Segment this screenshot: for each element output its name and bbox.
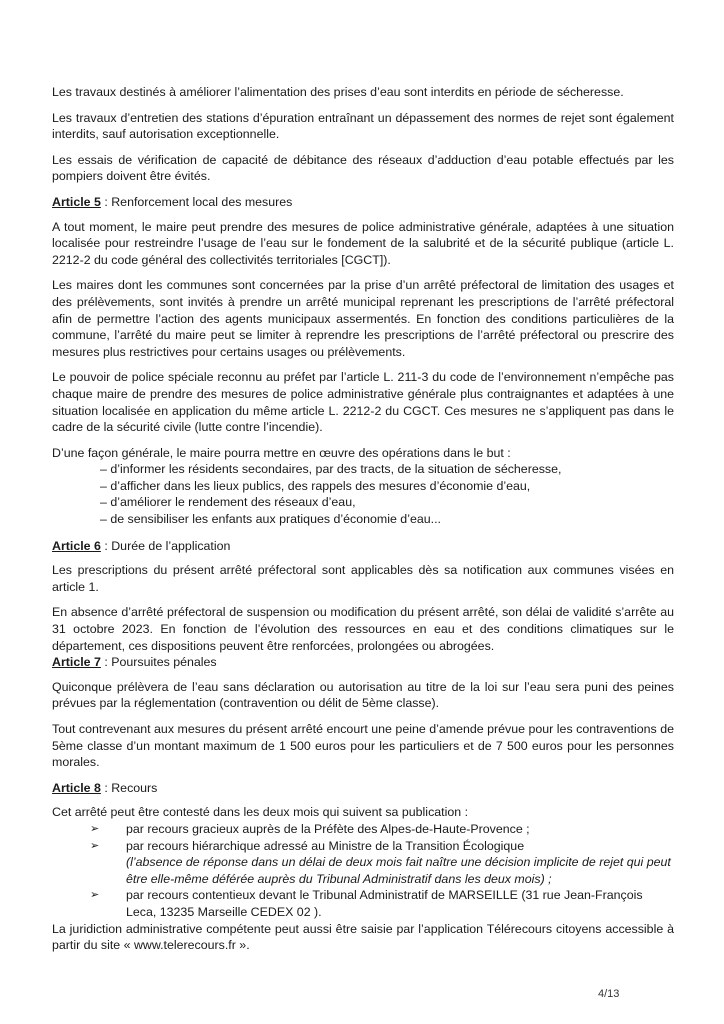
document-page [52,84,674,963]
article-5-paragraph: D’une façon générale, le maire pourra mettre en œuvre des opérations dans le but : [52,445,511,460]
article-6-paragraph: Les prescriptions du présent arrêté préfectoral sont applicables dès sa notification aux communes visées en article 1. [52,563,674,594]
article-5-paragraph: Le pouvoir de police spéciale reconnu au préfet par l’article L. 211-3 du code de l’environnement n’empêche pas chaque maire de prendre des mesures de police administrative générale plus contraignantes et adaptées à une situation localisée en application du même article L. 2212-2 du CGCT. Ces mesures ne s’appliquent pas dans le cadre de la sécurité civile (lutte contre l’incendie). [52,370,674,435]
article-7-label: Article 7 [52,655,101,670]
recours-item-text: par recours hiérarchique adressé au Ministre de la Transition Écologique [126,838,525,853]
article-5-heading [52,194,674,211]
page-number: 4/13 [598,988,620,1000]
list-item: – d’afficher dans les lieux publics, des rappels des mesures d’économie d’eau, [100,478,531,493]
recours-item-note: (l’absence de réponse dans un délai de deux mois fait naître une décision implicite de rejet qui peut être elle-même déférée auprès du Tribunal Administratif dans les deux mois) ; [126,855,671,886]
list-item: – de sensibiliser les enfants aux pratiques d’économie d’eau... [100,512,441,527]
article-8-heading [52,780,674,797]
article-8-label: Article 8 [52,780,101,795]
article-5-list [52,461,674,527]
intro-paragraph: Les travaux destinés à améliorer l’alimentation des prises d’eau sont interdits en période de sécheresse. [52,85,624,99]
article-5-paragraph: Les maires dont les communes sont concernées par la prise d’un arrêté préfectoral de limitation des usages et des prélèvements, sont invités à prendre un arrêté municipal reprenant les prescriptions de l’arrêté préfectoral afin de permettre l’action des agents municipaux assermentés. En fonction des conditions particulières de la commune, l’arrêté du maire peut se limiter à reprendre les prescriptions de l’arrêté préfectoral ou prescrire des mesures plus restrictives pour certains usages ou prélèvements. [52,278,674,359]
article-8-intro: Cet arrêté peut être contesté dans les deux mois qui suivent sa publication : [52,805,469,820]
intro-paragraph: Les travaux d’entretien des stations d’épuration entraînant un dépassement des normes de rejet sont également interdits, sauf autorisation exceptionnelle. [52,110,674,142]
article-6-heading [52,538,674,555]
article-7-paragraph: Quiconque prélèvera de l’eau sans déclaration ou autorisation au titre de la loi sur l’eau sera puni des peines prévues par la réglementation (contravention ou délit de 5ème classe). [52,679,674,711]
recours-item [90,887,674,920]
article-6-label: Article 6 [52,538,101,553]
arrow-bullet-icon: ➢ [90,889,100,902]
recours-item-text: par recours contentieux devant le Tribunal Administratif de MARSEILLE (31 rue Jean-François Leca, 13235 Marseille CEDEX 02 ). [126,888,643,919]
article-8-closing: La juridiction administrative compétente peut aussi être saisie par l’application Télérecours citoyens accessible à partir du site « www.telerecours.fr ». [52,921,674,953]
article-6-title: : Durée de l’application [100,538,231,553]
arrow-bullet-icon: ➢ [90,839,100,852]
recours-list [52,821,674,921]
list-item: – d’informer les résidents secondaires, par des tracts, de la situation de sécheresse, [100,462,562,477]
article-6-paragraph: En absence d’arrêté préfectoral de suspension ou modification du présent arrêté, son délai de validité s’arrête au 31 octobre 2023. En fonction de l’évolution des ressources en eau et des conditions climatiques sur le département, ces dispositions peuvent être renforcées, prolongées ou abrogées. [52,605,674,653]
article-5-title: : Renforcement local des mesures [100,194,293,209]
recours-item [90,821,674,838]
recours-item-text: par recours gracieux auprès de la Préfète des Alpes-de-Haute-Provence ; [126,821,530,836]
article-5-paragraph: A tout moment, le maire peut prendre des mesures de police administrative générale, adaptées à une situation localisée pour restreindre l’usage de l’eau sur le fondement de la salubrité et de la sécurité publique (article L. 2212-2 du code général des collectivités territoriales [CGCT]). [52,219,674,267]
list-item: – d’améliorer le rendement des réseaux d’eau, [100,495,356,510]
article-7-paragraph: Tout contrevenant aux mesures du présent arrêté encourt une peine d’amende prévue pour les contraventions de 5ème classe d’un montant maximum de 1 500 euros pour les particuliers et de 7 500 euros pour les personnes morales. [52,722,674,770]
article-7-heading [52,654,674,671]
article-7-title: : Poursuites pénales [100,655,217,670]
recours-item [90,838,674,888]
arrow-bullet-icon: ➢ [90,822,100,835]
article-8-title: : Recours [100,780,158,795]
intro-paragraph: Les essais de vérification de capacité de débitance des réseaux d’adduction d’eau potable effectués par les pompiers doivent être évités. [52,152,674,184]
article-5-label: Article 5 [52,194,101,209]
